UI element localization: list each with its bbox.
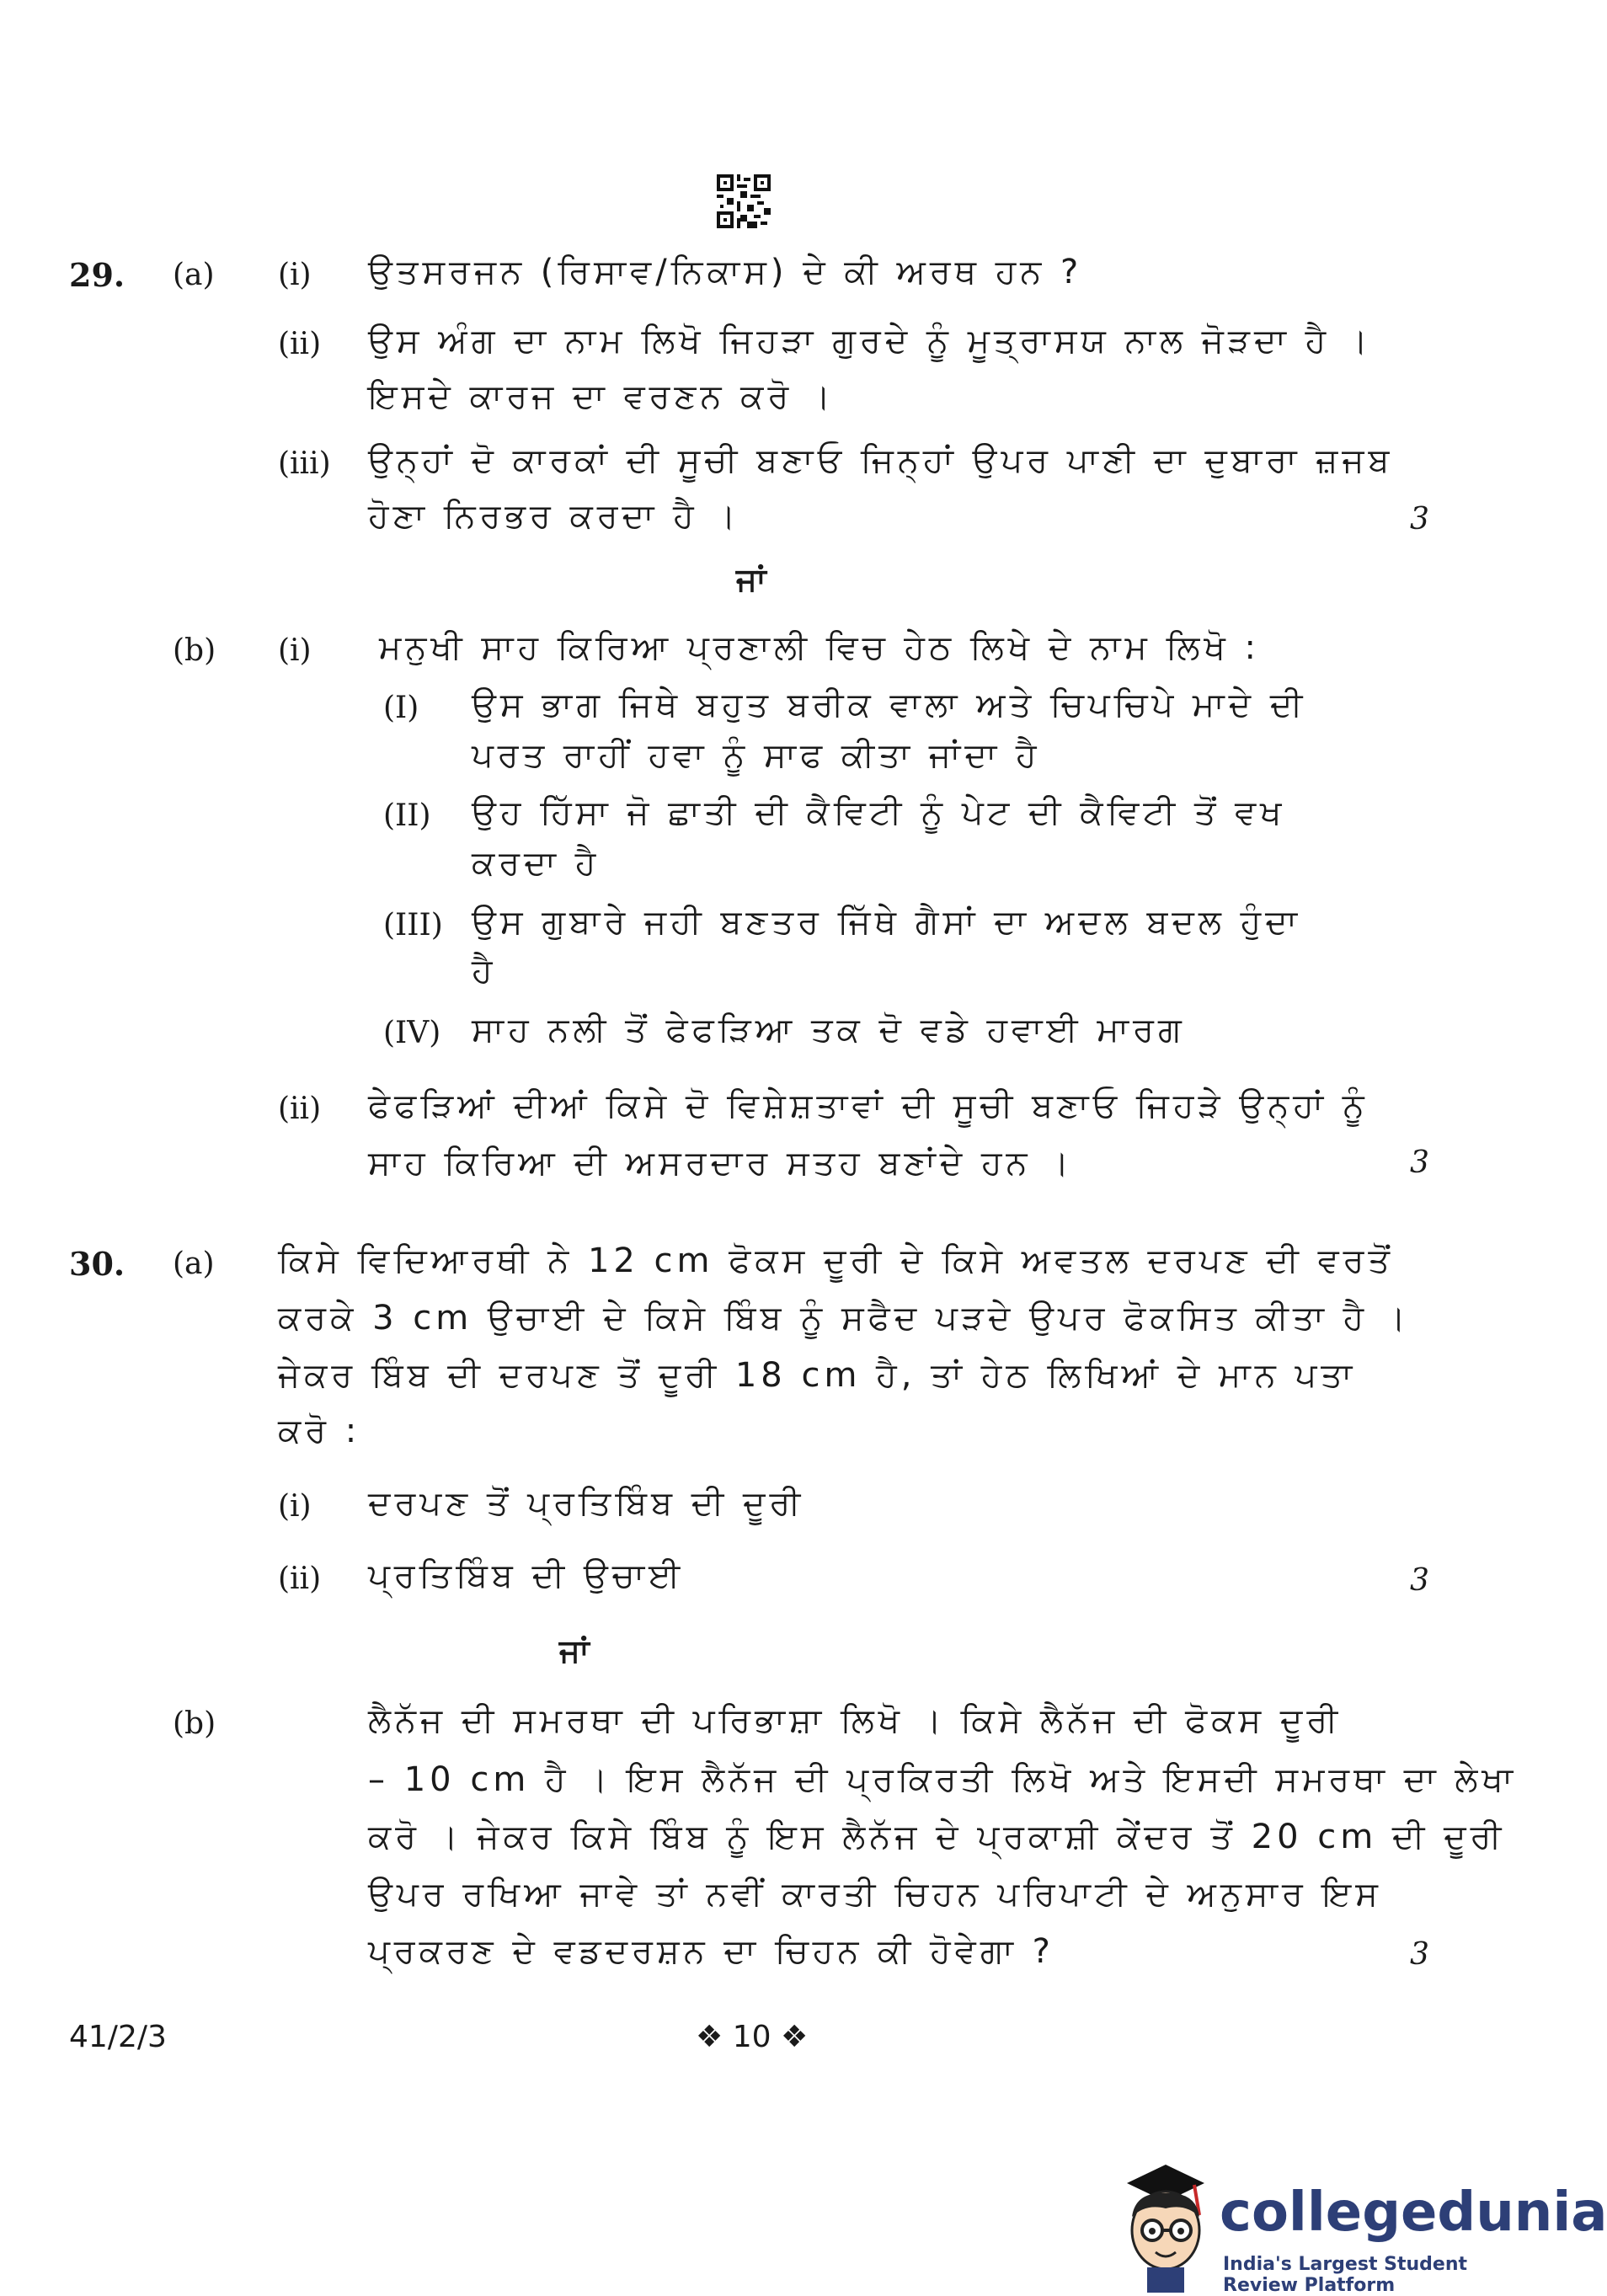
subpart-label: (iii): [278, 446, 331, 481]
question-number: 30.: [69, 1245, 125, 1283]
marks: 3: [1410, 1563, 1429, 1598]
question-text: ਉਹ ਹਿੱਸਾ ਜੋ ਛਾਤੀ ਦੀ ਕੈਵਿਟੀ ਨੂੰ ਪੇਟ ਦੀ ਕੈਵਿਟੀ ਤੋਂ ਵਖ: [472, 793, 1286, 832]
question-text: ਮਨੁਖੀ ਸਾਹ ਕਿਰਿਆ ਪ੍ਰਣਾਲੀ ਵਿਚ ਹੇਠ ਲਿਖੇ ਦੇ ਨਾਮ ਲਿਖੋ :: [379, 628, 1261, 667]
question-text: ਜੇਕਰ ਬਿੰਬ ਦੀ ਦਰਪਣ ਤੋਂ ਦੂਰੀ 18 cm ਹੈ, ਤਾਂ ਹੇਠ ਲਿਖਿਆਂ ਦੇ ਮਾਨ ਪਤਾ: [278, 1356, 1357, 1395]
question-text: ਉਸ ਭਾਗ ਜਿਥੇ ਬਹੁਤ ਬਰੀਕ ਵਾਲਾ ਅਤੇ ਚਿਪਚਿਪੇ ਮਾਦੇ ਦੀ: [472, 686, 1307, 724]
question-text: ਹੋਣਾ ਨਿਰਭਰ ਕਰਦਾ ਹੈ ।: [368, 497, 740, 536]
question-text: ਕਿਸੇ ਵਿਦਿਆਰਥੀ ਨੇ 12 cm ਫੋਕਸ ਦੂਰੀ ਦੇ ਕਿਸੇ ਅਵਤਲ ਦਰਪਣ ਦੀ ਵਰਤੋਂ: [278, 1241, 1395, 1280]
question-text: ਉਤਸਰਜਨ (ਰਿਸਾਵ/ਨਿਕਾਸ) ਦੇ ਕੀ ਅਰਥ ਹਨ ?: [368, 253, 1083, 291]
question-text: ਉਸ ਅੰਗ ਦਾ ਨਾਮ ਲਿਖੋ ਜਿਹੜਾ ਗੁਰਦੇ ਨੂੰ ਮੂਤ੍ਰਾਸਯ ਨਾਲ ਜੋੜਦਾ ਹੈ ।: [368, 322, 1372, 360]
item-label: (II): [383, 798, 431, 833]
or-separator: ਜਾਂ: [736, 561, 766, 598]
qr-code: [717, 174, 771, 228]
question-text: ਕਰੋ । ਜੇਕਰ ਕਿਸੇ ਬਿੰਬ ਨੂੰ ਇਸ ਲੈਨੱਜ ਦੇ ਪ੍ਰਕਾਸ਼ੀ ਕੇਂਦਰ ਤੋਂ 20 cm ਦੀ ਦੂਰੀ: [368, 1818, 1506, 1856]
question-text: ਪ੍ਰਤਿਬਿੰਬ ਦੀ ਉਚਾਈ: [368, 1556, 685, 1595]
question-number: 29.: [69, 256, 125, 294]
question-text: ਦਰਪਣ ਤੋਂ ਪ੍ਰਤਿਬਿੰਬ ਦੀ ਦੂਰੀ: [368, 1484, 805, 1523]
question-text: ਪ੍ਰਕਰਣ ਦੇ ਵਡਦਰਸ਼ਨ ਦਾ ਚਿਹਨ ਕੀ ਹੋਵੇਗਾ ?: [368, 1932, 1054, 1971]
subpart-label: (i): [278, 1489, 312, 1524]
subpart-label: (i): [278, 258, 312, 292]
question-text: ਸਾਹ ਨਲੀ ਤੋਂ ਫੇਫੜਿਆ ਤਕ ਦੋ ਵਡੇ ਹਵਾਈ ਮਾਰਗ: [472, 1011, 1186, 1049]
question-text: ਉਸ ਗੁਬਾਰੇ ਜਹੀ ਬਣਤਰ ਜਿੱਥੇ ਗੈਸਾਂ ਦਾ ਅਦਲ ਬਦਲ ਹੁੰਦਾ: [472, 903, 1302, 942]
subpart-label: (ii): [278, 1562, 322, 1596]
item-label: (I): [383, 691, 419, 725]
question-text: ਇਸਦੇ ਕਾਰਜ ਦਾ ਵਰਣਨ ਕਰੋ ।: [368, 377, 835, 416]
brand-name: collegedunia: [1220, 2181, 1607, 2244]
mascot-logo: [1110, 2149, 1221, 2293]
subpart-label: (ii): [278, 1092, 322, 1126]
question-text: ਫੇਫੜਿਆਂ ਦੀਆਂ ਕਿਸੇ ਦੋ ਵਿਸ਼ੇਸ਼ਤਾਵਾਂ ਦੀ ਸੂਚੀ ਬਣਾਓ ਜਿਹੜੇ ਉਨ੍ਹਾਂ ਨੂੰ: [368, 1087, 1369, 1125]
subpart-label: (ii): [278, 327, 322, 361]
question-text: ਉਨ੍ਹਾਂ ਦੋ ਕਾਰਕਾਂ ਦੀ ਸੂਚੀ ਬਣਾਓ ਜਿਨ੍ਹਾਂ ਉਪਰ ਪਾਣੀ ਦਾ ਦੁਬਾਰਾ ਜ਼ਜਬ: [368, 441, 1394, 480]
part-label-a: (a): [173, 1247, 215, 1281]
or-separator: ਜਾਂ: [559, 1632, 590, 1669]
question-text: ਉਪਰ ਰਖਿਆ ਜਾਵੇ ਤਾਂ ਨਵੀਂ ਕਾਰਤੀ ਚਿਹਨ ਪਰਿਪਾਟੀ ਦੇ ਅਨੁਸਾਰ ਇਸ: [368, 1875, 1382, 1914]
subpart-label: (i): [278, 633, 312, 668]
part-label-a: (a): [173, 258, 215, 292]
question-text: ਕਰਕੇ 3 cm ਉਚਾਈ ਦੇ ਕਿਸੇ ਬਿੰਬ ਨੂੰ ਸਫੈਦ ਪੜਦੇ ਉਪਰ ਫੋਕਸਿਤ ਕੀਤਾ ਹੈ ।: [278, 1299, 1410, 1338]
marks: 3: [1410, 502, 1429, 537]
question-text: ਕਰਦਾ ਹੈ: [472, 844, 601, 883]
item-label: (IV): [383, 1016, 441, 1050]
marks: 3: [1410, 1937, 1429, 1972]
part-label-b: (b): [173, 1706, 216, 1741]
marks: 3: [1410, 1145, 1429, 1180]
paper-code: 41/2/3: [69, 2020, 167, 2054]
item-label: (III): [383, 908, 443, 942]
question-text: ਪਰਤ ਰਾਹੀਂ ਹਵਾ ਨੂੰ ਸਾਫ ਕੀਤਾ ਜਾਂਦਾ ਹੈ: [472, 736, 1041, 775]
question-text: ਲੈਨੱਜ ਦੀ ਸਮਰਥਾ ਦੀ ਪਰਿਭਾਸ਼ਾ ਲਿਖੋ । ਕਿਸੇ ਲੈਨੱਜ ਦੀ ਫੋਕਸ ਦੂਰੀ: [368, 1701, 1343, 1740]
question-text: ਸਾਹ ਕਿਰਿਆ ਦੀ ਅਸਰਦਾਰ ਸਤਹ ਬਣਾਂਦੇ ਹਨ ।: [368, 1144, 1074, 1183]
part-label-b: (b): [173, 633, 216, 668]
brand-tagline: India's Largest Student Review Platform: [1223, 2254, 1467, 2296]
question-text: – 10 cm ਹੈ । ਇਸ ਲੈਨੱਜ ਦੀ ਪ੍ਰਕਿਰਤੀ ਲਿਖੋ ਅਤੇ ਇਸਦੀ ਸਮਰਥਾ ਦਾ ਲੇਖਾ: [368, 1760, 1518, 1799]
question-text: ਕਰੋ :: [278, 1412, 361, 1450]
page-number: ❖ 10 ❖: [696, 2020, 809, 2054]
question-text: ਹੈ: [472, 952, 497, 990]
